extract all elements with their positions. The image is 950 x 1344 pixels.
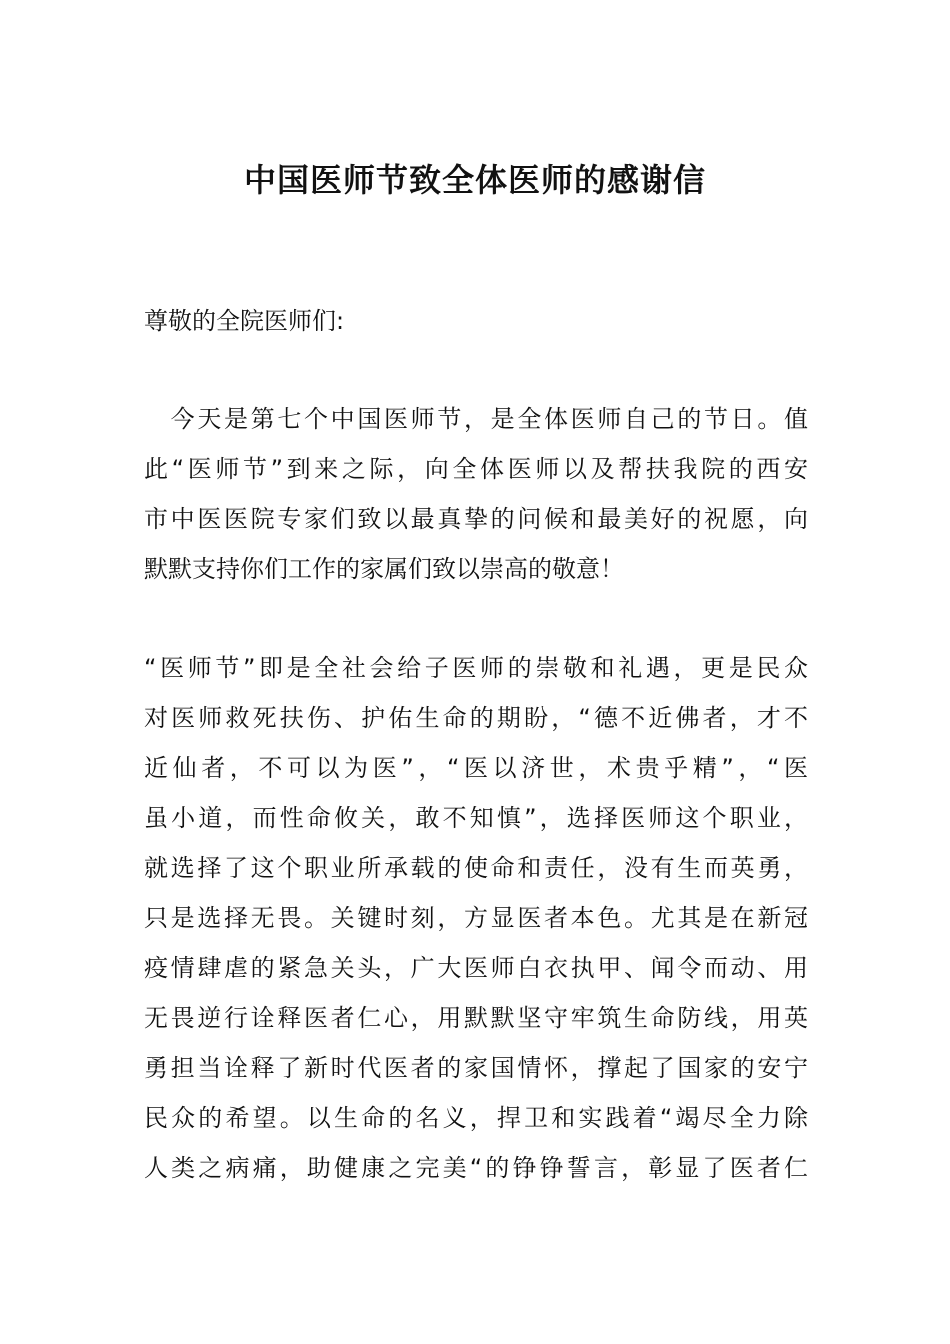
letter-title: 中国医师节致全体医师的感谢信 [243, 161, 706, 199]
paragraph-line: 只是选择无畏。关键时刻，方显医者本色。尤其是在新冠 [144, 904, 808, 932]
paragraph-line: “医师节”即是全社会给子医师的崇敬和礼遇，更是民众 [144, 654, 808, 682]
paragraph-line: 市中医医院专家们致以最真挚的问候和最美好的祝愿，向 [144, 505, 808, 533]
paragraph-line: 今天是第七个中国医师节，是全体医师自己的节日。值 [144, 405, 808, 433]
paragraph-1 [144, 394, 808, 594]
paragraph-line: 人类之病痛，助健康之完美“的铮铮誓言，彰显了医者仁 [144, 1154, 808, 1182]
paragraph-line: 民众的希望。以生命的名义，捍卫和实践着“竭尽全力除 [144, 1104, 808, 1132]
paragraph-line: 勇担当诠释了新时代医者的家国情怀，撑起了国家的安宁 [144, 1054, 808, 1082]
paragraph-line: 此“医师节”到来之际，向全体医师以及帮扶我院的西安 [144, 455, 808, 483]
paragraph-line: 默默支持你们工作的家属们致以崇高的敬意！ [144, 555, 624, 583]
paragraph-line: 虽小道，而性命攸关，敢不知慎”，选择医师这个职业， [144, 804, 808, 832]
paragraph-line: 无畏逆行诠释医者仁心，用默默坚守牢筑生命防线，用英 [144, 1004, 808, 1032]
letter-salutation: 尊敬的全院医师们: [144, 307, 345, 335]
paragraph-2 [144, 643, 808, 1193]
paragraph-line: 对医师救死扶伤、护佑生命的期盼，“德不近佛者，才不 [144, 704, 808, 732]
paragraph-line: 近仙者，不可以为医”，“医以济世，术贵乎精”，“医 [144, 754, 808, 782]
paragraph-line: 疫情肆虐的紧急关头，广大医师白衣执甲、闻令而动、用 [144, 954, 808, 982]
paragraph-line: 就选择了这个职业所承载的使命和责任，没有生而英勇， [144, 854, 808, 882]
